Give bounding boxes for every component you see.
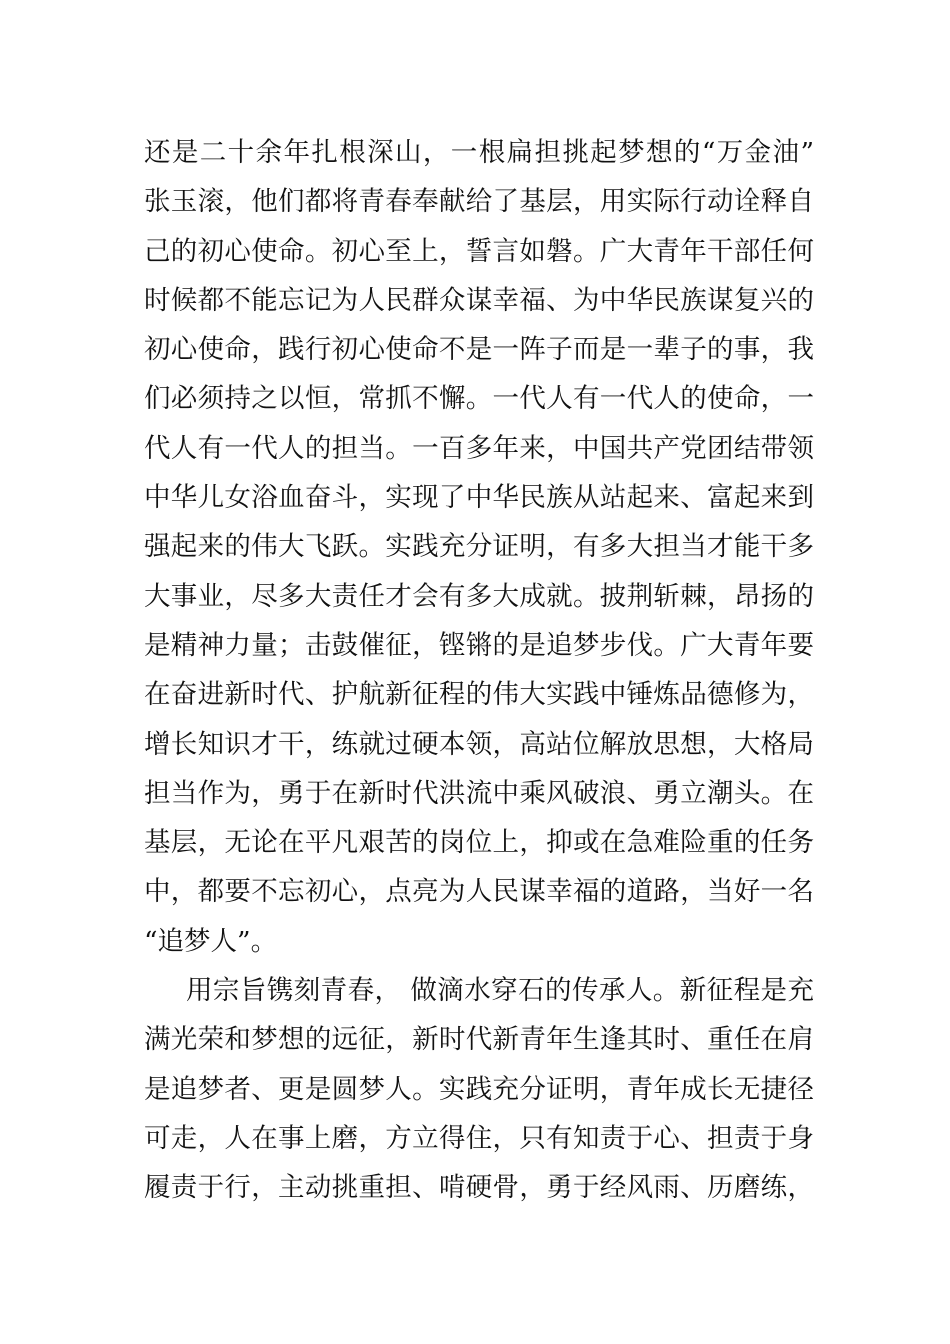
body-text (144, 128, 814, 1213)
text-line: 中，都要不忘初心，点亮为人民谋幸福的道路，当好一名 (144, 876, 814, 908)
text-line: 是追梦者、更是圆梦人。实践充分证明，青年成长无捷径 (144, 1073, 814, 1105)
paragraph-first-line: 用宗旨镌刻青春， 做滴水穿石的传承人。新征程是充 (186, 975, 814, 1007)
text-line: 可走，人在事上磨，方立得住，只有知责于心、担责于身 (144, 1122, 814, 1154)
text-line: 是精神力量；击鼓催征，铿锵的是追梦步伐。广大青年要 (144, 629, 814, 661)
text-line: 满光荣和梦想的远征，新时代新青年生逢其时、重任在肩 (144, 1024, 814, 1056)
text-line: 基层，无论在平凡艰苦的岗位上，抑或在急难险重的任务 (144, 827, 814, 859)
text-line: 增长知识才干，练就过硬本领，高站位解放思想，大格局 (144, 728, 814, 760)
text-line: 代人有一代人的担当。一百多年来，中国共产党团结带领 (144, 432, 814, 464)
text-line: 初心使命，践行初心使命不是一阵子而是一辈子的事，我 (144, 334, 814, 366)
text-line: 在奋进新时代、护航新征程的伟大实践中锤炼品德修为， (144, 679, 814, 711)
text-line: 中华儿女浴血奋斗，实现了中华民族从站起来、富起来到 (144, 482, 814, 514)
text-line: “追梦人”。 (144, 925, 278, 957)
text-line: 强起来的伟大飞跃。实践充分证明，有多大担当才能干多 (144, 531, 814, 563)
text-line: 己的初心使命。初心至上，誓言如磐。广大青年干部任何 (144, 235, 814, 267)
text-line: 张玉滚，他们都将青春奉献给了基层，用实际行动诠释自 (144, 186, 814, 218)
text-line: 时候都不能忘记为人民群众谋幸福、为中华民族谋复兴的 (144, 284, 814, 316)
text-line: 大事业，尽多大责任才会有多大成就。披荆斩棘，昂扬的 (144, 580, 814, 612)
text-line: 履责于行，主动挑重担、啃硬骨，勇于经风雨、历磨练， (144, 1172, 814, 1204)
text-line: 担当作为，勇于在新时代洪流中乘风破浪、勇立潮头。在 (144, 777, 814, 809)
text-line: 还是二十余年扎根深山，一根扁担挑起梦想的“万金油” (144, 137, 814, 168)
text-line: 们必须持之以恒，常抓不懈。一代人有一代人的使命，一 (144, 383, 814, 415)
